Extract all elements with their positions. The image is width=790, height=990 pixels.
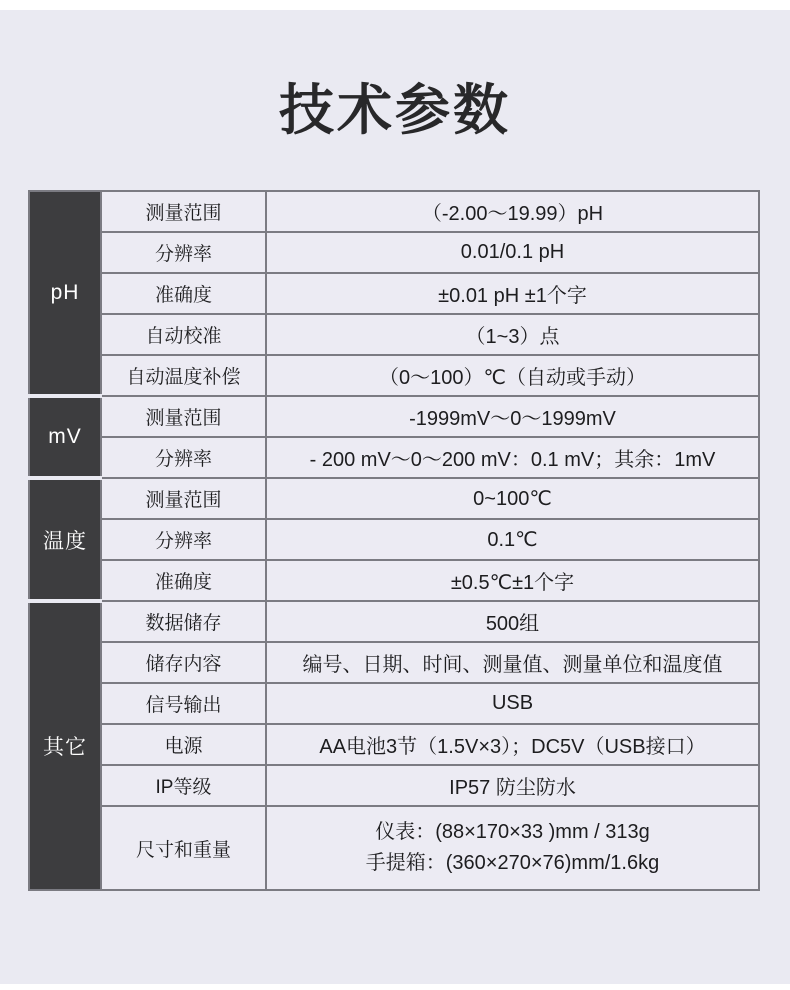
spec-value: （-2.00～19.99）pH [266, 191, 759, 232]
spec-value: 0.1℃ [266, 519, 759, 560]
table-row [29, 683, 759, 724]
group-cell-other: 其它 [29, 601, 101, 890]
spec-param: 数据储存 [101, 601, 266, 642]
spec-value: （0～100）℃（自动或手动） [266, 355, 759, 396]
page-title: 技术参数 [278, 79, 511, 141]
spec-value-line: 仪表：(88×170×33 )mm / 313g [375, 821, 650, 843]
spec-value: IP57 防尘防水 [266, 765, 759, 806]
spec-value: 0.01/0.1 pH [266, 232, 759, 273]
spec-value: USB [266, 683, 759, 724]
table-row [29, 724, 759, 765]
table-row [29, 273, 759, 314]
group-cell-temperature: 温度 [29, 478, 101, 601]
spec-param: 电源 [101, 724, 266, 765]
table-row [29, 478, 759, 519]
table-row [29, 437, 759, 478]
spec-param: 准确度 [101, 273, 266, 314]
table-row [29, 314, 759, 355]
spec-param: 信号输出 [101, 683, 266, 724]
table-row [29, 560, 759, 601]
spec-param: 自动校准 [101, 314, 266, 355]
table-row [29, 642, 759, 683]
spec-value: 编号、日期、时间、测量值、测量单位和温度值 [266, 642, 759, 683]
spec-value: （1~3）点 [266, 314, 759, 355]
spec-value: ±0.01 pH ±1个字 [266, 273, 759, 314]
spec-param: 分辨率 [101, 437, 266, 478]
spec-value: ±0.5℃±1个字 [266, 560, 759, 601]
spec-param: 尺寸和重量 [101, 806, 266, 890]
table-row [29, 765, 759, 806]
spec-value-line: 手提箱：(360×270×76)mm/1.6kg [365, 852, 660, 874]
spec-param: 储存内容 [101, 642, 266, 683]
spec-param: 自动温度补偿 [101, 355, 266, 396]
spec-param: 测量范围 [101, 191, 266, 232]
spec-param: 准确度 [101, 560, 266, 601]
spec-value: 0~100℃ [266, 478, 759, 519]
spec-value: - 200 mV～0～200 mV：0.1 mV；其余：1mV [266, 437, 759, 478]
table-row [29, 601, 759, 642]
table-row [29, 232, 759, 273]
spec-param: 测量范围 [101, 478, 266, 519]
table-row [29, 806, 759, 890]
spec-value-multiline [266, 806, 759, 890]
table-row [29, 519, 759, 560]
spec-param: 测量范围 [101, 396, 266, 437]
spec-value: 500组 [266, 601, 759, 642]
spec-table [28, 190, 760, 891]
group-cell-ph: pH [29, 191, 101, 396]
spec-param: 分辨率 [101, 519, 266, 560]
table-row [29, 355, 759, 396]
table-row [29, 396, 759, 437]
table-row [29, 191, 759, 232]
group-cell-mv: mV [29, 396, 101, 478]
spec-value: -1999mV～0～1999mV [266, 396, 759, 437]
spec-param: IP等级 [101, 765, 266, 806]
spec-value: AA电池3节（1.5V×3）；DC5V（USB接口） [266, 724, 759, 765]
spec-param: 分辨率 [101, 232, 266, 273]
